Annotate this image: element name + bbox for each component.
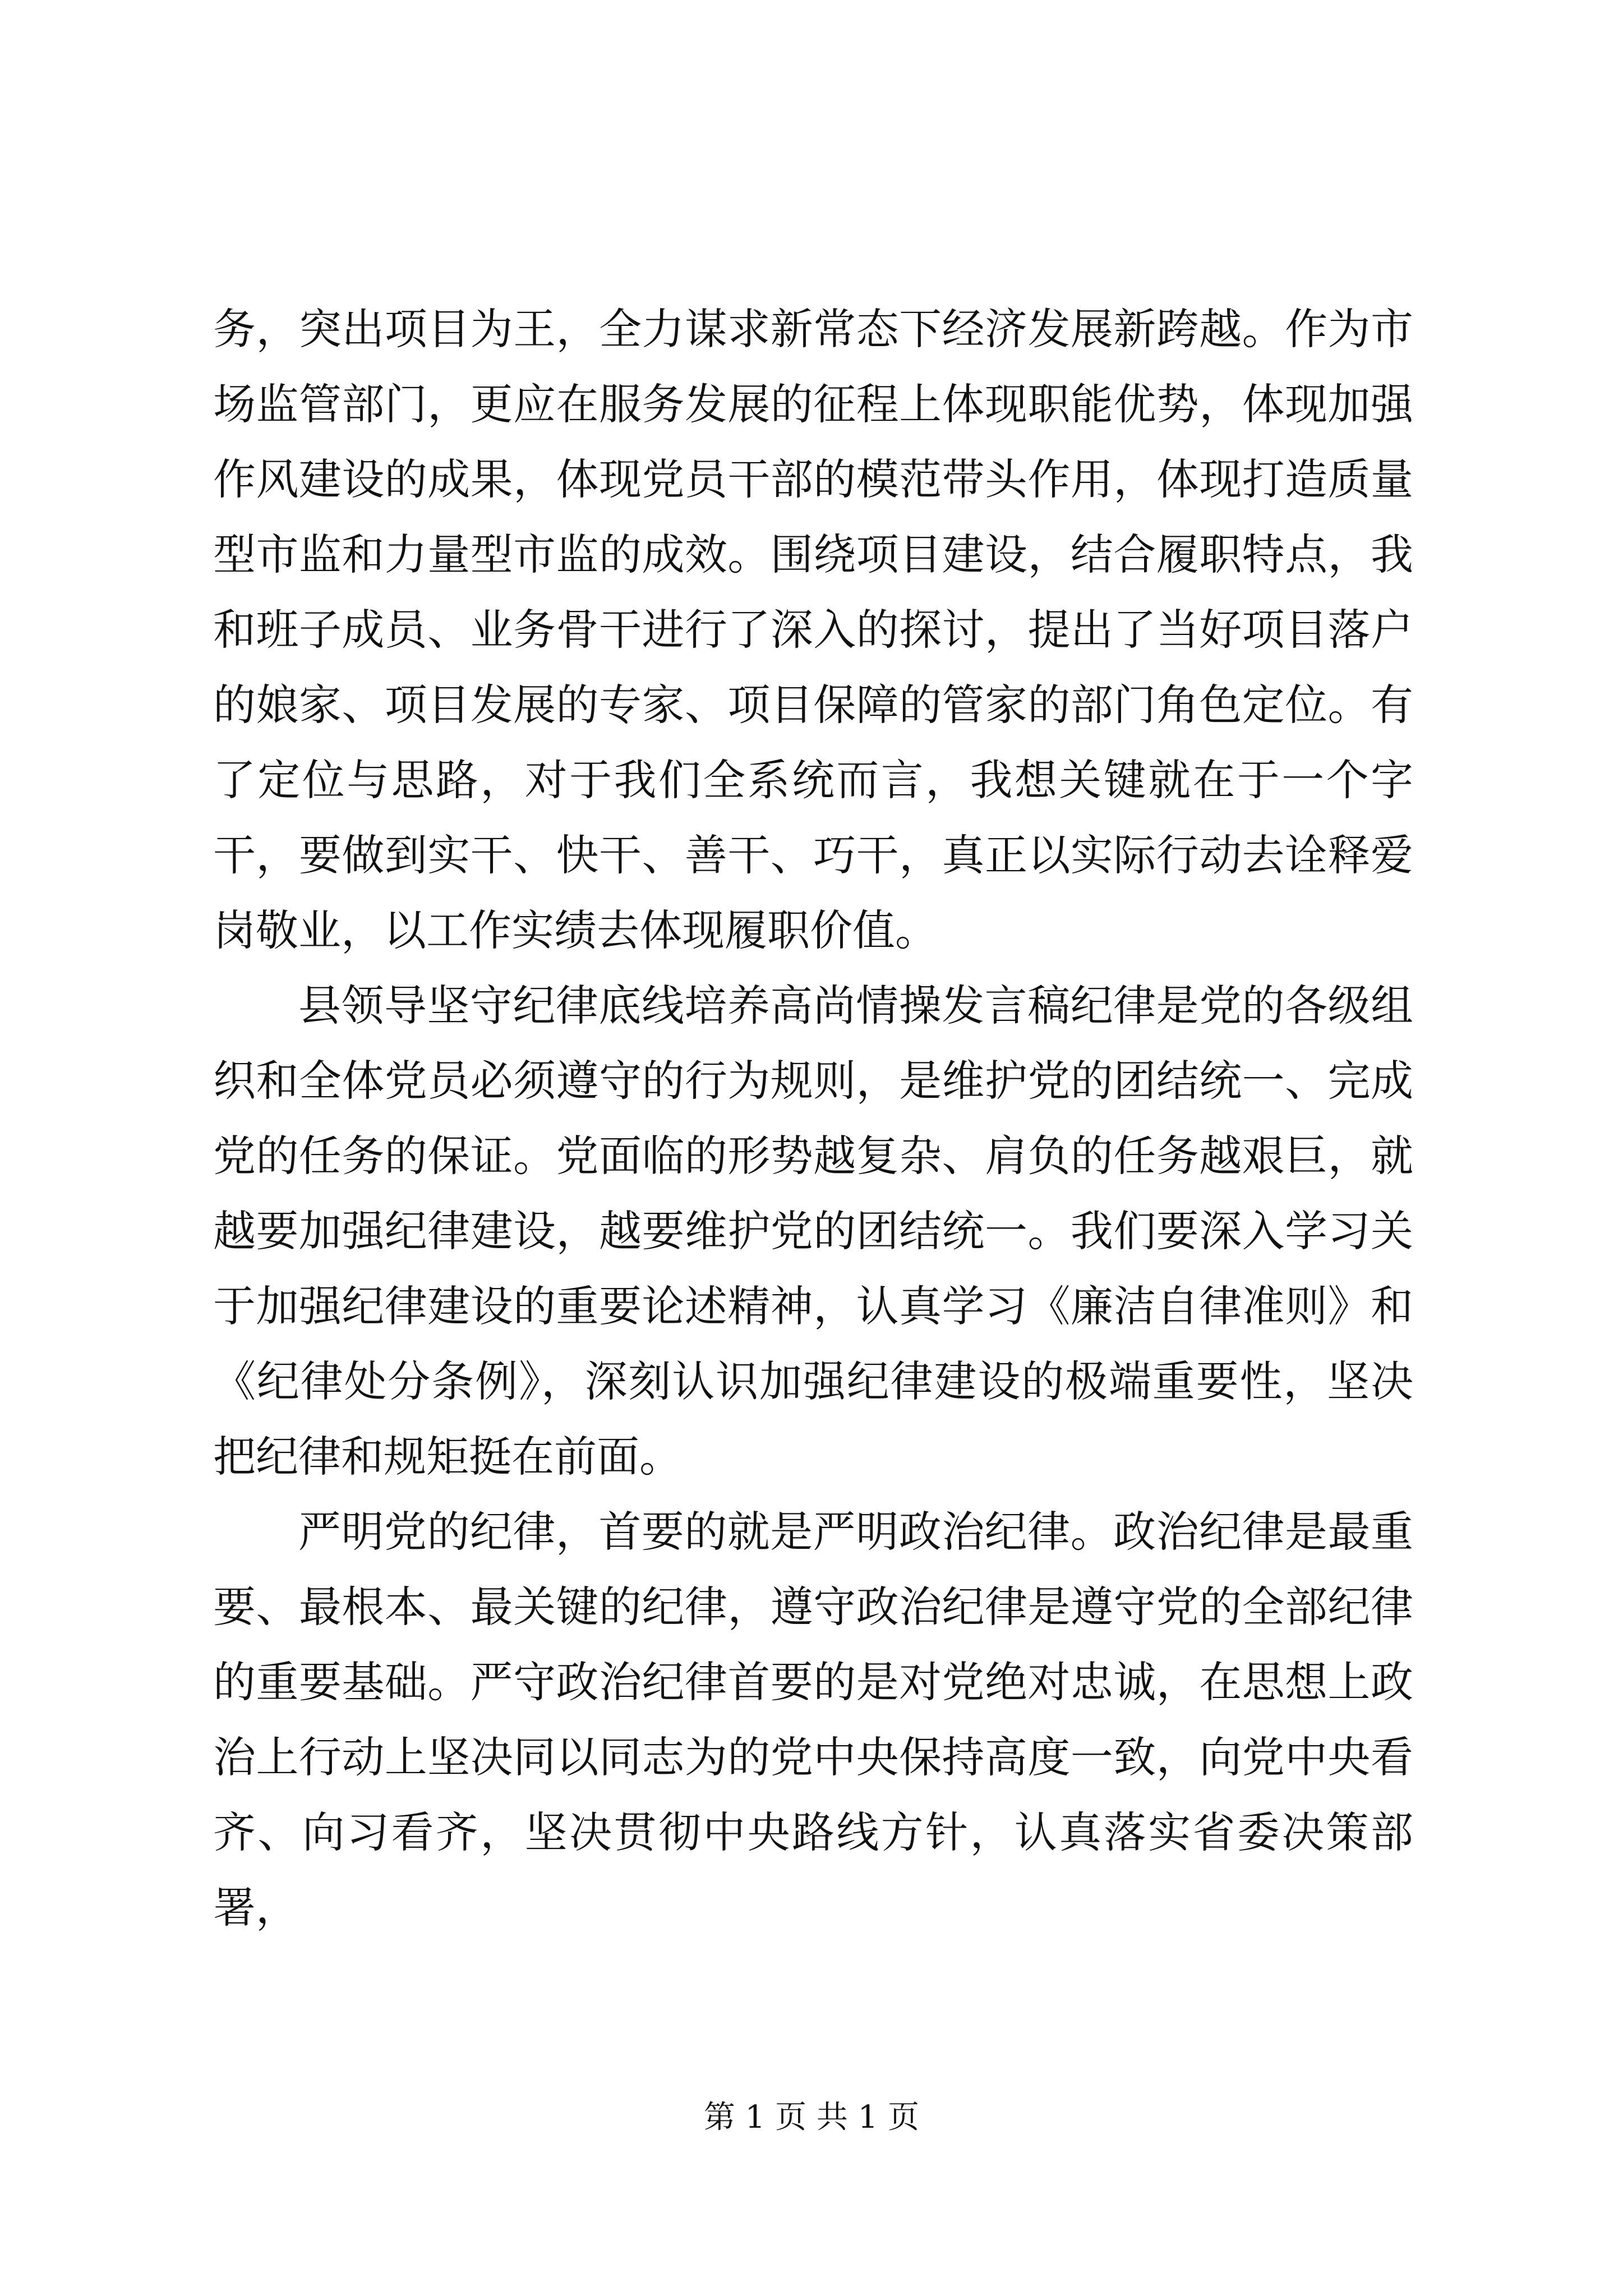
document-body [213, 292, 1413, 1945]
paragraph-3: 严明党的纪律，首要的就是严明政治纪律。政治纪律是最重要、最根本、最关键的纪律，遵守政治纪律是遵守党的全部纪律的重要基础。严守政治纪律首要的是对党绝对忠诚，在思想上政治上行动上坚决同以同志为的党中央保持高度一致，向党中央看齐、向习看齐，坚决贯彻中央路线方针，认真落实省委决策部署， [213, 1507, 1413, 1932]
paragraph-1: 务，突出项目为王，全力谋求新常态下经济发展新跨越。作为市场监管部门，更应在服务发展的征程上体现职能优势，体现加强作风建设的成果，体现党员干部的模范带头作用，体现打造质量型市监和力量型市监的成效。围绕项目建设，结合履职特点，我和班子成员、业务骨干进行了深入的探讨，提出了当好项目落户的娘家、项目发展的专家、项目保障的管家的部门角色定位。有了定位与思路，对于我们全系统而言，我想关键就在于一个字干，要做到实干、快干、善干、巧干，真正以实际行动去诠释爱岗敬业，以工作实绩去体现履职价值。 [213, 304, 1413, 955]
page-number-label: 第 1 页 共 1 页 [703, 2099, 920, 2136]
page-footer [0, 2098, 1623, 2137]
paragraph-2: 县领导坚守纪律底线培养高尚情操发言稿纪律是党的各级组织和全体党员必须遵守的行为规则，是维护党的团结统一、完成党的任务的保证。党面临的形势越复杂、肩负的任务越艰巨，就越要加强纪律建设，越要维护党的团结统一。我们要深入学习关于加强纪律建设的重要论述精神，认真学习《廉洁自律准则》和《纪律处分条例》，深刻认识加强纪律建设的极端重要性，坚决把纪律和规矩挺在前面。 [213, 981, 1413, 1481]
